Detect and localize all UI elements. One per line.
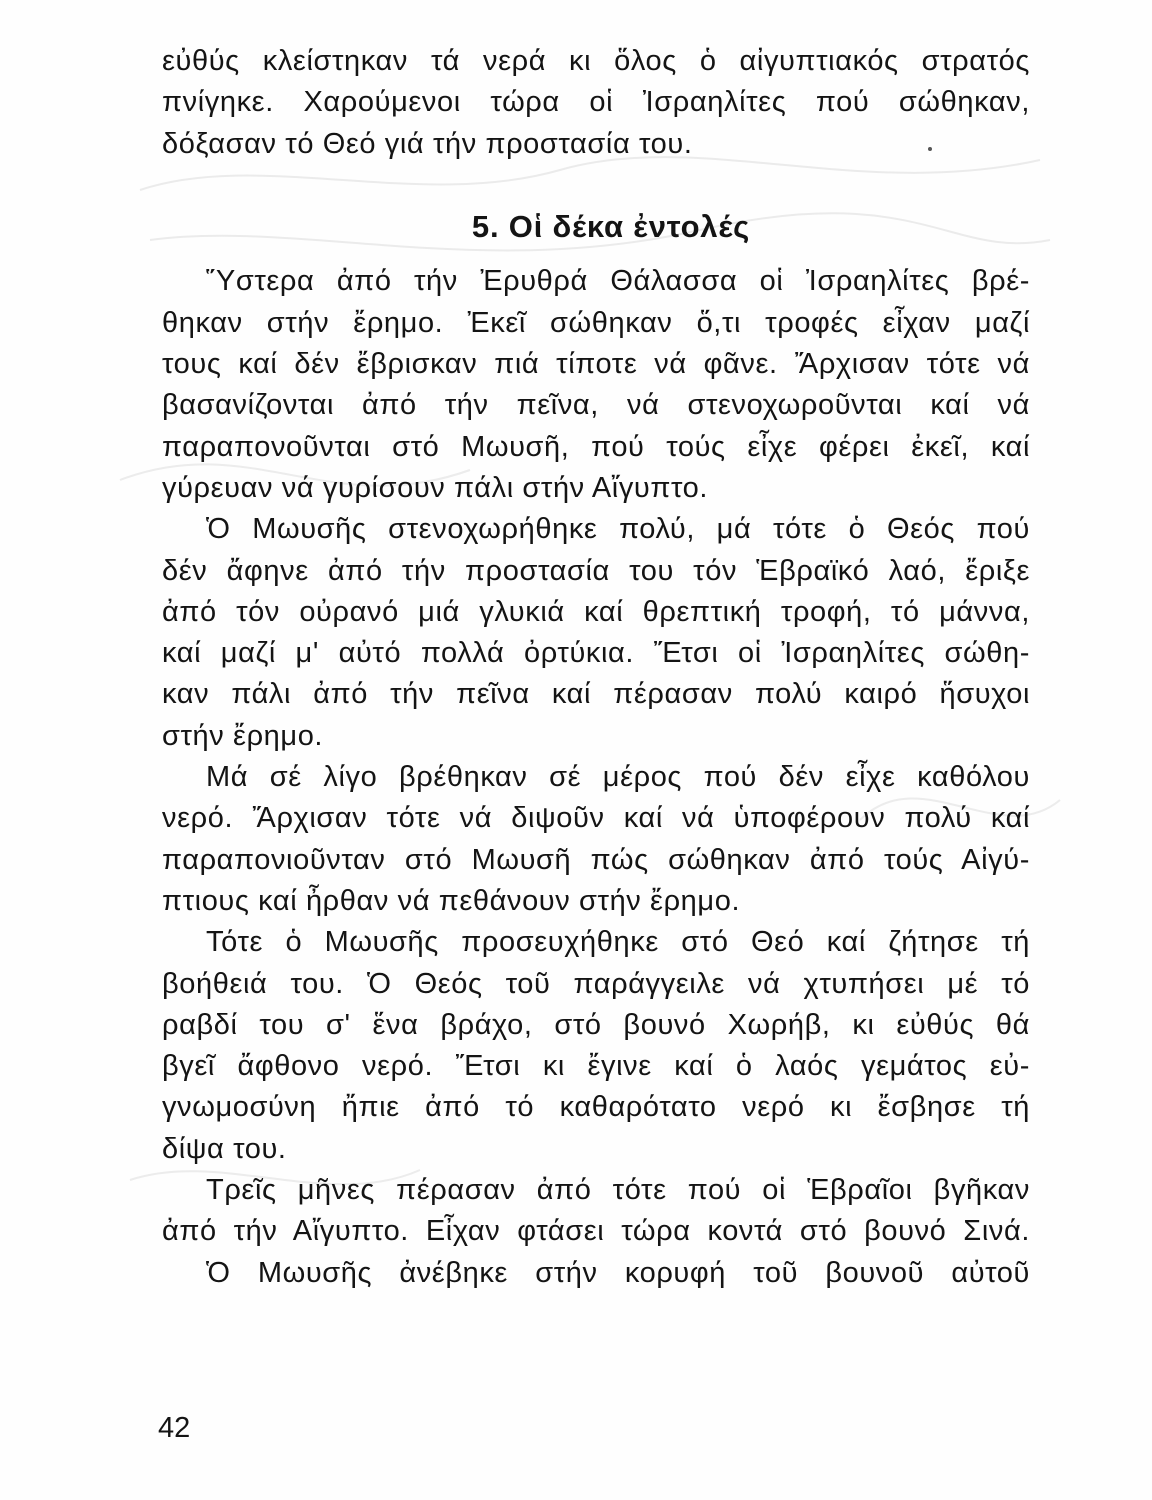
text-line: πνίγηκε. Χαρούμενοι τώρα οἱ Ἰσραηλίτες πού σώθηκαν, — [162, 86, 1030, 119]
text-line: παραπονοῦνται στό Μωυσῆ, πού τούς εἶχε φέρει ἐκεῖ, καί — [162, 430, 1030, 463]
page-number: 42 — [158, 1412, 191, 1444]
paragraph-4 — [162, 922, 1030, 1170]
text-line: ραβδί του σ' ἕνα βράχο, στό βουνό Χωρήβ, κι εὐθύς θά — [162, 1008, 1030, 1041]
text-line: γνωμοσύνη ἤπιε ἀπό τό καθαρότατο νερό κι ἔσβησε τή — [162, 1091, 1030, 1124]
text-line: γύρευαν νά γυρίσουν πάλι στήν Αἴγυπτο. — [162, 471, 709, 504]
text-line: εὐθύς κλείστηκαν τά νερά κι ὅλος ὁ αἰγυπτιακός στρατός — [162, 45, 1030, 77]
text-line: ἀπό τήν Αἴγυπτο. Εἶχαν φτάσει τώρα κοντά στό βουνό Σινά. — [162, 1215, 1030, 1248]
text-line: ἀπό τόν οὐρανό μιά γλυκιά καί θρεπτική τροφή, τό μάννα, — [162, 595, 1030, 628]
text-line: βασανίζονται ἀπό τήν πεῖνα, νά στενοχωροῦνται καί νά — [162, 389, 1030, 422]
text-line: θηκαν στήν ἔρημο. Ἐκεῖ σώθηκαν ὅ,τι τροφές εἶχαν μαζί — [162, 306, 1030, 339]
text-line: δέν ἄφηνε ἀπό τήν προστασία του τόν Ἑβραϊκό λαό, ἔριξε — [162, 554, 1030, 587]
text-line: στήν ἔρημο. — [162, 719, 324, 752]
text-line: παραπονιοῦνταν στό Μωυσῆ πώς σώθηκαν ἀπό τούς Αἰγύ- — [162, 843, 1030, 876]
text-line: πτιους καί ἦρθαν νά πεθάνουν στήν ἔρημο. — [162, 884, 741, 917]
text-line: Ὁ Μωυσῆς στενοχωρήθηκε πολύ, μά τότε ὁ Θεός πού — [206, 513, 1030, 546]
text-line: Τότε ὁ Μωυσῆς προσευχήθηκε στό Θεό καί ζήτησε τή — [206, 926, 1030, 959]
paragraph-3 — [162, 757, 1030, 922]
text-line: δίψα του. — [162, 1132, 287, 1165]
text-line: βοήθειά του. Ὁ Θεός τοῦ παράγγειλε νά χτυπήσει μέ τό — [162, 967, 1030, 1000]
paragraph-5 — [162, 1170, 1030, 1294]
text-line: νερό. Ἄρχισαν τότε νά διψοῦν καί νά ὑποφέρουν πολύ καί — [162, 802, 1030, 835]
paragraph-1 — [162, 261, 1030, 509]
text-line: δόξασαν τό Θεό γιά τήν προστασία του. — [162, 127, 693, 160]
text-line: τους καί δέν ἔβρισκαν πιά τίποτε νά φᾶνε. Ἄρχισαν τότε νά — [162, 348, 1030, 381]
paragraph-2 — [162, 509, 1030, 757]
text-line: Μά σέ λίγο βρέθηκαν σέ μέρος πού δέν εἶχε καθόλου — [206, 761, 1030, 794]
text-line: Ὁ Μωυσῆς ἀνέβηκε στήν κορυφή τοῦ βουνοῦ αὐτοῦ — [206, 1256, 1030, 1289]
text-line: καν πάλι ἀπό τήν πεῖνα καί πέρασαν πολύ καιρό ἥσυχοι — [162, 678, 1030, 711]
text-line: βγεῖ ἄφθονο νερό. Ἔτσι κι ἔγινε καί ὁ λαός γεμάτος εὐ- — [162, 1050, 1030, 1083]
body-text — [162, 41, 1030, 1294]
paragraph-intro — [162, 41, 1030, 165]
section-heading: 5. Οἱ δέκα ἐντολές — [471, 209, 751, 245]
text-line: Ὕστερα ἀπό τήν Ἐρυθρά Θάλασσα οἱ Ἰσραηλίτες βρέ- — [206, 265, 1030, 298]
text-line: Τρεῖς μῆνες πέρασαν ἀπό τότε πού οἱ Ἑβραῖοι βγῆκαν — [206, 1174, 1030, 1207]
text-line: καί μαζί μ' αὐτό πολλά ὀρτύκια. Ἔτσι οἱ Ἰσραηλίτες σώθη- — [162, 637, 1030, 670]
